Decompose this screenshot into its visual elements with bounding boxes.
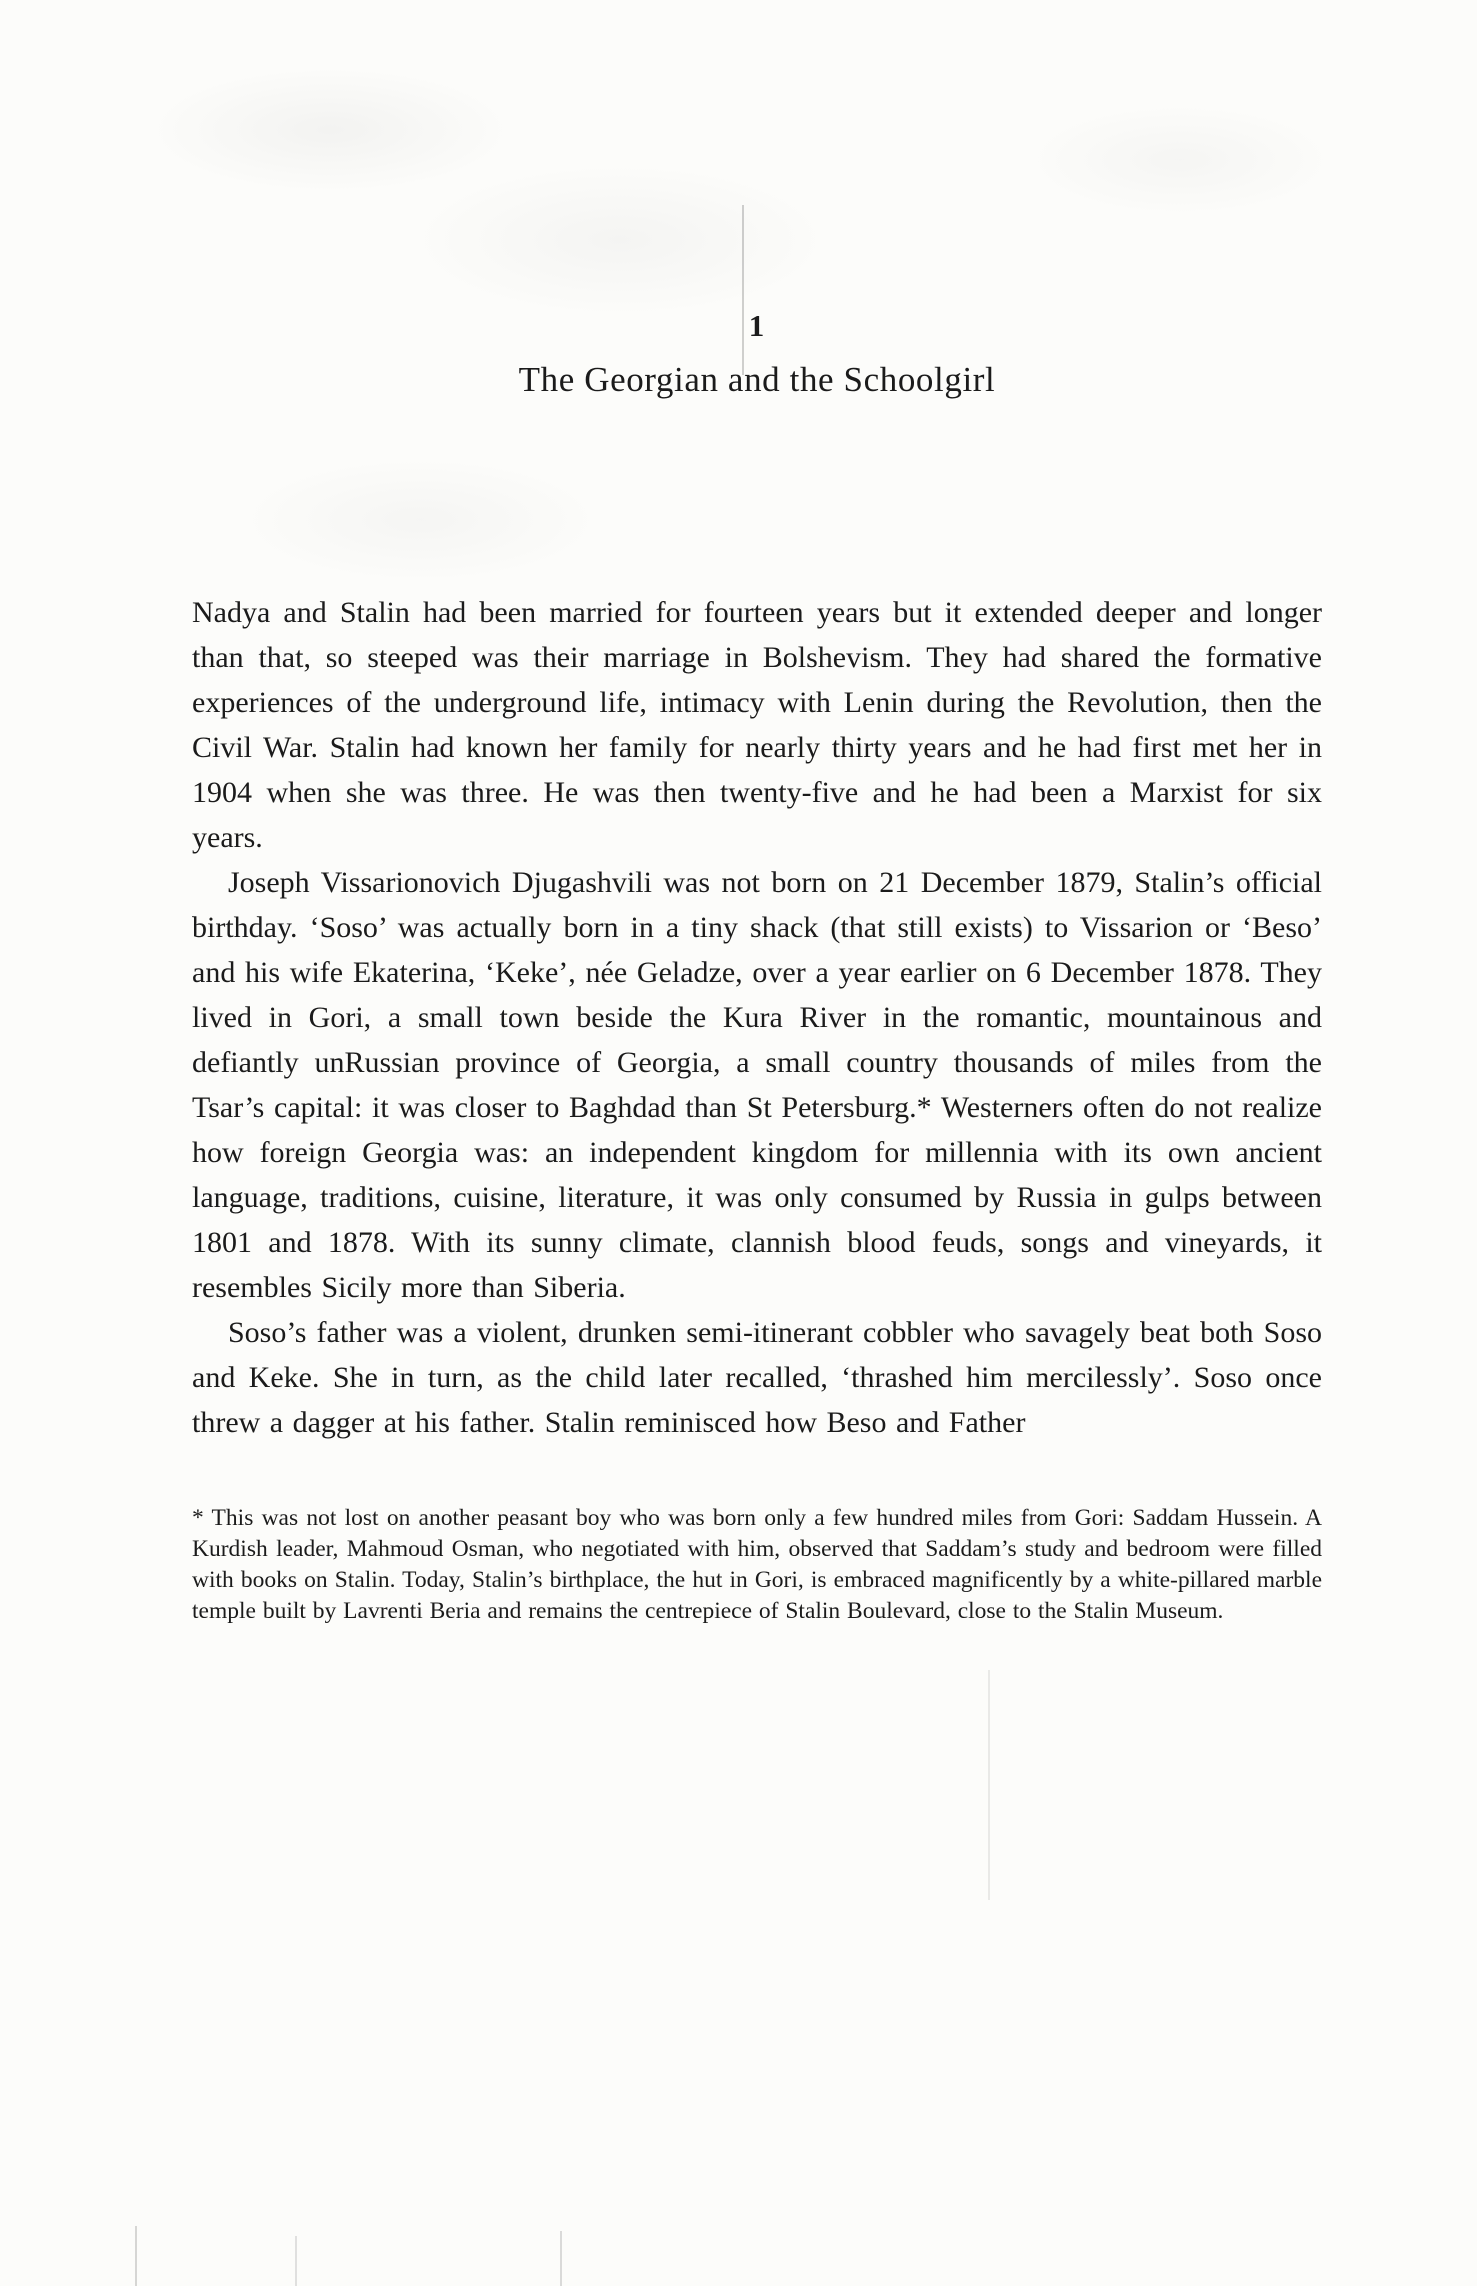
scan-artifact-line — [988, 1670, 990, 1900]
page-content — [192, 0, 1322, 1627]
paragraph: Joseph Vissarionovich Djugashvili was not born on 21 December 1879, Stalin’s official birthday. ‘Soso’ was actually born in a tiny shack (that still exists) to Vissarion or ‘Beso’ and his wife Ekaterina, ‘Keke’, née Geladze, over a year earlier on 6 December 1878. They lived in Gori, a small town beside the Kura River in the romantic, mountainous and defiantly unRussian province of Georgia, a small country thousands of miles from the Tsar’s capital: it was closer to Baghdad than St Petersburg.* Westerners often do not realize how foreign Georgia was: an independent kingdom for millennia with its own ancient language, traditions, cuisine, literature, it was only consumed by Russia in gulps between 1801 and 1878. With its sunny climate, clannish blood feuds, songs and vineyards, it resembles Sicily more than Siberia. — [192, 866, 1322, 1304]
chapter-title: The Georgian and the Schoolgirl — [518, 360, 996, 399]
scan-artifact-marks — [135, 2226, 137, 2286]
footnote: * This was not lost on another peasant boy who was born only a few hundred miles from Gori: Saddam Hussein. A Kurdish leader, Mahmoud Osman, who negotiated with him, observed that Saddam’s study and bedroom were filled with books on Stalin. Today, Stalin’s birthplace, the hut in Gori, is embraced magnificently by a white-pillared marble temple built by Lavrenti Beria and remains the centrepiece of Stalin Boulevard, close to the Stalin Museum. — [192, 1505, 1322, 1624]
chapter-number: 1 — [748, 308, 766, 343]
paragraph: Soso’s father was a violent, drunken semi-itinerant cobbler who savagely beat both Soso and Keke. She in turn, as the child later recalled, ‘thrashed him mercilessly’. Soso once threw a dagger at his father. Stalin reminisced how Beso and Father — [192, 1316, 1322, 1439]
paragraph: Nadya and Stalin had been married for fourteen years but it extended deeper and longer than that, so steeped was their marriage in Bolshevism. They had shared the formative experiences of the underground life, intimacy with Lenin during the Revolution, then the Civil War. Stalin had known her family for nearly thirty years and he had first met her in 1904 when she was three. He was then twenty-five and he had been a Marxist for six years. — [192, 596, 1322, 854]
body-text — [192, 590, 1322, 1445]
